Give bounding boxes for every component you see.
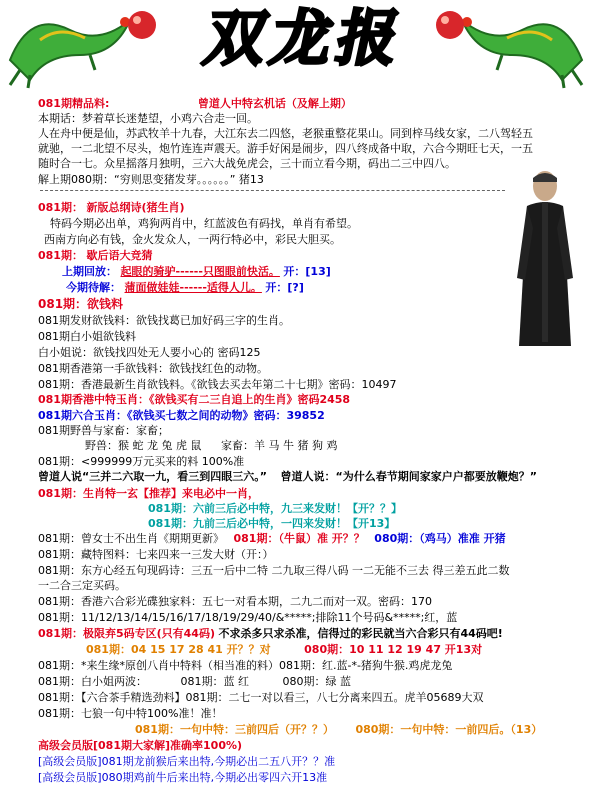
- section-heading: 081期：生肖特一玄【推荐】来电必中一肖，: [38, 487, 259, 500]
- text: 不求杀多只求杀准，信得过的彩民就当六合彩只有44码吧!: [218, 627, 503, 640]
- text: 081期：04 15 17 28 41 开？？对: [86, 643, 271, 656]
- pearl-icon: [125, 8, 159, 42]
- text: 曾道人说“三并二六取一九，看三到四眼三六。”: [38, 470, 267, 483]
- text-line: 本期话：梦着草长迷楚望，小鸡六合走一回。: [38, 112, 258, 125]
- text-line: 081期：东方心经五句现码诗：三五一后中二特 二九取三得八码 一二无能不三去 得三差五此二数: [38, 564, 510, 577]
- text-line: 一二合三定买码。: [38, 579, 126, 592]
- text-line: 081期：<999999万元买来的料 100%准: [38, 455, 245, 468]
- text-line: 081期野兽与家畜：家畜；: [38, 424, 169, 437]
- text-line: 高级会员版[081期大家解]准确率100%): [38, 739, 243, 752]
- text: 081期：一句中特：三前四后（开？？）: [135, 723, 334, 736]
- text: 081期：曾女士不出生肖《期期更新》: [38, 532, 224, 545]
- text: 081期：极限弃5码专区(只有44码): [38, 627, 215, 640]
- text: 080期：10 11 12 19 47 开13对: [304, 643, 483, 656]
- text-line: [高级会员版]080期鸡前牛后来出特,今期必出零四六开13准: [38, 771, 328, 784]
- text: 080期：一句中特：一前四后。（13）: [355, 723, 543, 736]
- page-title: 双龙报: [198, 4, 412, 74]
- text: 开：[13]: [283, 265, 331, 278]
- text-line: 081期：香港最新生肖欲钱料。《欲钱去买去年第二十七期》密码：10497: [38, 378, 397, 391]
- text: 蒲面做娃娃------适得人儿。: [124, 281, 262, 294]
- text-line: 081期香港第一手欲钱料：欲钱找红色的动物。: [38, 362, 268, 375]
- text-line: 人在舟中便是仙，苏武牧羊十九春，大江东去二四悠，老猴重整花果山。同到梓马线女家，二八驾轻五: [38, 127, 533, 140]
- text-line: 081期：九前三后必中特，一四来发财！【开13】: [148, 517, 396, 530]
- text-line: 081期发财欲钱料：欲钱找葛已加好码三字的生肖。: [38, 314, 290, 327]
- text: 081期：蓝 红: [180, 675, 249, 688]
- section-heading: 新版总纲诗(猪生肖): [86, 201, 185, 214]
- text: 080期：（鸡马）准准 开猪: [374, 532, 506, 545]
- text-line: 特码今期必出单，鸡狗两肖中，红蓝波色有码找，单肖有希望。: [50, 217, 358, 230]
- text-line: 西南方向必有钱，金火发众人，一两行特必中，彩民大胆买。: [44, 233, 341, 246]
- text-line: 081期：七狼一句中特100%准！准！: [38, 707, 223, 720]
- issue-label: 081期精品料:: [38, 97, 110, 110]
- text-line: 就驰，一二北望不尽头，炮竹连连声震天。游手好闲是闹步，四八终成备中取，六合今期旺七天，一五: [38, 142, 533, 155]
- issue-label: 081期：: [38, 249, 83, 262]
- text-line: 081期香港中特玉肖：《欲钱买有二三自追上的生肖》密码2458: [38, 393, 351, 406]
- text: 家畜：羊 马 牛 猪 狗 鸡: [220, 439, 338, 452]
- text-line: 081期：【六合茶手精选劲料】081期：二七一对以看三，八七分离来四五。虎羊05689大双: [38, 691, 484, 704]
- text-line: [高级会员版]081期龙前猴后来出特,今期必出二五八开？？准: [38, 755, 336, 768]
- text: 今期待解：: [66, 281, 121, 294]
- text: 开：[?]: [265, 281, 304, 294]
- text: 起眼的骑驴------只图眼前快活。: [120, 265, 280, 278]
- text: 081期：（牛鼠）准 开？？: [233, 532, 365, 545]
- section-heading: 曾道人中特玄机话（及解上期）: [197, 97, 352, 110]
- text: 081期：白小姐两波：: [38, 675, 147, 688]
- text-line: 081期：六前三后必中特，九三来发财！【开？？】: [148, 502, 402, 515]
- text-line: 081期：11/12/13/14/15/16/17/18/19/29/40/&*****;排除11个号码&*****;红，蓝: [38, 611, 458, 624]
- text: 080期：绿 蓝: [282, 675, 351, 688]
- text-line: 081期：*来生缘*原创八肖中特料（相当准的料）081期：红.蓝-*-猪狗牛猴.鸡虎龙兔: [38, 659, 453, 672]
- text-line: 解上期080期：“穷则思变猪发芽。。。。。。” 猪13: [38, 173, 264, 186]
- text-line: 081期：香港六合彩光碟独家料：五七一对看本期，二九二而对一双。密码：170: [38, 595, 432, 608]
- text-line: 白小姐说：欲钱找四处无人要小心的 密码125: [38, 346, 261, 359]
- text-line: 随时合一七。众星摇落月独明，三六大战免虎会，三十而立看今期，码出二三中四八。: [38, 157, 456, 170]
- issue-label: 081期：: [38, 201, 83, 214]
- text: 上期回放：: [62, 265, 117, 278]
- section-heading: 081期：欲钱料: [38, 297, 124, 311]
- text-line: 081期白小姐欲钱料: [38, 330, 136, 343]
- text: 曾道人说：“为什么春节期间家家户户都要放鞭炮？”: [280, 470, 537, 483]
- divider: [40, 190, 505, 191]
- man-in-robe-figure: [505, 168, 585, 350]
- section-heading: 歇后语大竞猜: [86, 249, 153, 262]
- text-line: 081期：藏特图料：七来四来一三发大财（开：）: [38, 548, 274, 561]
- text-line: 081期六合玉肖：《欲钱买七数之间的动物》密码：39852: [38, 409, 325, 422]
- text: 野兽：猴 蛇 龙 兔 虎 鼠: [85, 439, 202, 452]
